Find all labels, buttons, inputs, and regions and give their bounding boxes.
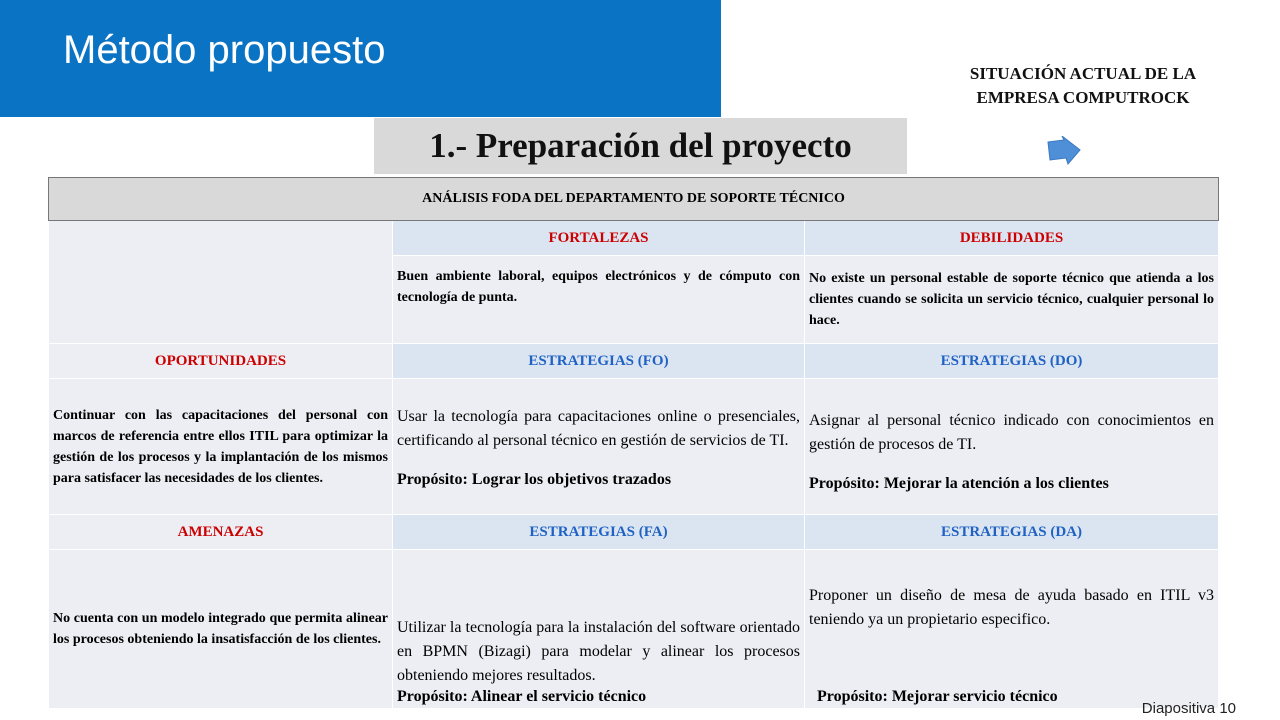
da-cell (805, 550, 1219, 709)
do-text: Asignar al personal técnico indicado con conocimientos en gestión de procesos de TI. (809, 411, 1215, 453)
subtitle-box (374, 118, 907, 174)
fa-cell (393, 550, 805, 709)
da-text: Proponer un diseño de mesa de ayuda basado en ITIL v3 teniendo ya un propietario especifico. (809, 587, 1215, 628)
da-label: ESTRATEGIAS (DA) (805, 515, 1219, 550)
fa-text: Utilizar la tecnología para la instalación del software orientado en BPMN (Bizagi) para modelar y alinear los procesos obteniendo mejores resultados. (397, 619, 800, 684)
situation-label: SITUACIÓN ACTUAL DE LA EMPRESA COMPUTROCK (969, 64, 1197, 107)
da-purpose: Propósito: Mejorar servicio técnico (817, 688, 1058, 705)
foda-table (48, 177, 1219, 709)
do-purpose: Propósito: Mejorar la atención a los clientes (809, 474, 1109, 492)
title-band (0, 0, 721, 117)
fa-label: ESTRATEGIAS (FA) (393, 515, 805, 550)
oportunidades-label: OPORTUNIDADES (49, 344, 393, 379)
fo-purpose: Propósito: Lograr los objetivos trazados (397, 470, 672, 488)
fo-text: Usar la tecnología para capacitaciones online o presenciales, certificando al personal técnico en gestión de servicios de TI. (397, 407, 800, 449)
amenazas-text: No cuenta con un modelo integrado que permita alinear los procesos obteniendo la insatisfacción de los clientes. (49, 550, 393, 709)
debilidades-text: No existe un personal estable de soporte técnico que atienda a los clientes cuando se solicita un servicio técnico, cualquier personal lo hace. (805, 256, 1219, 344)
fo-cell (393, 379, 805, 515)
empty-cell (49, 221, 393, 344)
fortalezas-label: FORTALEZAS (393, 221, 805, 256)
amenazas-label: AMENAZAS (49, 515, 393, 550)
fa-purpose: Propósito: Alinear el servicio técnico (397, 688, 647, 705)
slide-subtitle: 1.- Preparación del proyecto (429, 126, 852, 165)
do-label: ESTRATEGIAS (DO) (805, 344, 1219, 379)
fo-label: ESTRATEGIAS (FO) (393, 344, 805, 379)
foda-header: ANÁLISIS FODA DEL DEPARTAMENTO DE SOPORTE TÉCNICO (49, 178, 1219, 221)
debilidades-label: DEBILIDADES (805, 221, 1219, 256)
fortalezas-text: Buen ambiente laboral, equipos electrónicos y de cómputo con tecnología de punta. (393, 256, 805, 344)
do-cell (805, 379, 1219, 515)
arrow-down-right-icon (1040, 136, 1082, 166)
oportunidades-text: Continuar con las capacitaciones del personal con marcos de referencia entre ellos ITIL para optimizar la gestión de los procesos y la implantación de los mismos para satisfacer las necesidades de los clientes. (49, 379, 393, 515)
slide-number: Diapositiva 10 (1141, 700, 1236, 717)
slide-title: Método propuesto (63, 28, 386, 72)
